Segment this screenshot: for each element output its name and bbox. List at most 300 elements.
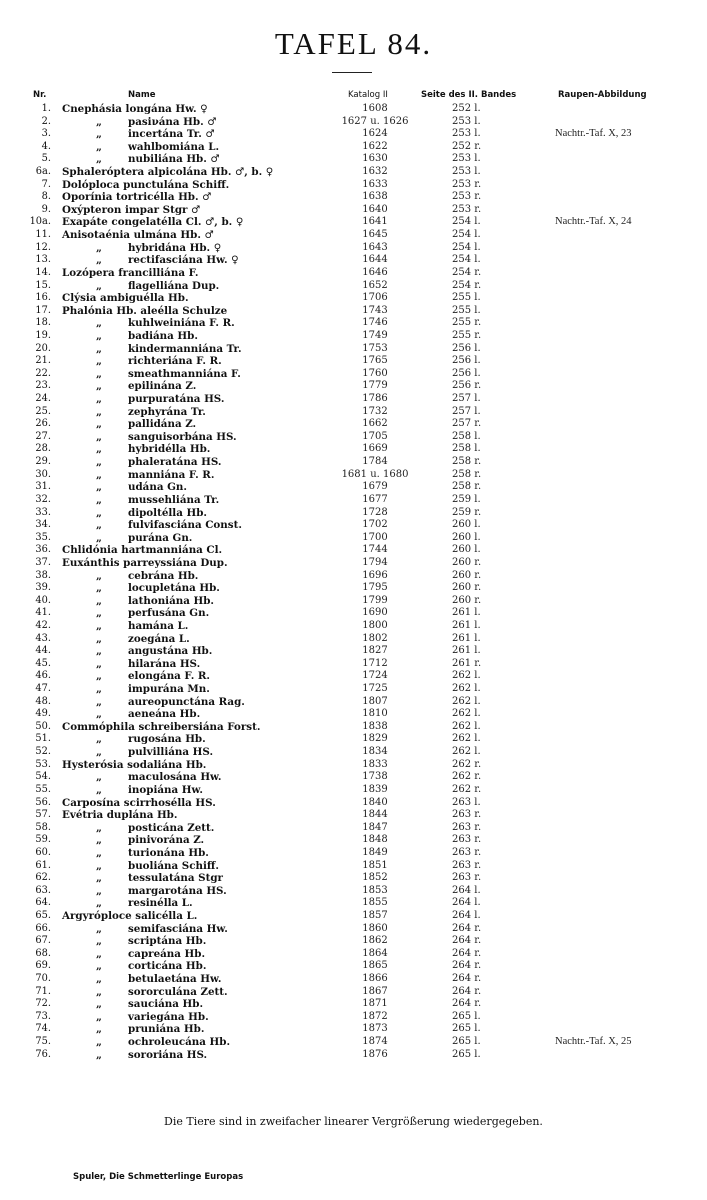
- row-number: 29.: [35, 456, 51, 468]
- table-row: [0, 948, 707, 961]
- katalog-number: 1753: [362, 342, 388, 354]
- species-name: hamána L.: [128, 619, 189, 632]
- page-reference: 258 r.: [452, 456, 482, 468]
- katalog-number: 1872: [362, 1010, 388, 1022]
- katalog-number: 1624: [362, 128, 388, 140]
- page-reference: 255 r.: [452, 317, 482, 329]
- page-reference: 260 l.: [452, 519, 481, 531]
- page-reference: 262 r.: [452, 771, 482, 783]
- row-number: 73.: [35, 1010, 51, 1022]
- ditto-mark: „: [96, 998, 102, 1011]
- page-reference: 262 l.: [452, 708, 481, 720]
- page-reference: 258 r.: [452, 481, 482, 493]
- katalog-number: 1643: [362, 241, 388, 253]
- species-name: Lozópera francilliána F.: [62, 266, 199, 279]
- page-reference: 264 r.: [452, 985, 482, 997]
- species-name: resinélla L.: [128, 897, 193, 910]
- ditto-mark: „: [96, 506, 102, 519]
- ditto-mark: „: [96, 393, 102, 406]
- katalog-number: 1864: [362, 947, 388, 959]
- row-number: 63.: [35, 884, 51, 896]
- species-name: kindermanniána Tr.: [128, 342, 242, 355]
- footer-note: Die Tiere sind in zweifacher linearer Vergrößerung wiedergegeben.: [164, 1115, 543, 1128]
- table-row: [0, 393, 707, 406]
- species-name: hybridélla Hb.: [128, 443, 211, 456]
- ditto-mark: „: [96, 645, 102, 658]
- table-row: [0, 519, 707, 532]
- page-reference: 260 l.: [452, 531, 481, 543]
- table-row: [0, 582, 707, 595]
- page-reference: 264 l.: [452, 897, 481, 909]
- row-number: 16.: [35, 292, 51, 304]
- table-row: [0, 141, 707, 154]
- page-reference: 265 l.: [452, 1048, 481, 1060]
- page-reference: 263 r.: [452, 859, 482, 871]
- row-number: 46.: [35, 670, 51, 682]
- table-row: [0, 1011, 707, 1024]
- ditto-mark: „: [96, 947, 102, 960]
- page-reference: 256 l.: [452, 355, 481, 367]
- species-name: dipoltélla Hb.: [128, 506, 207, 519]
- table-row: [0, 658, 707, 671]
- katalog-number: 1677: [362, 493, 388, 505]
- table-row: [0, 809, 707, 822]
- row-number: 33.: [35, 506, 51, 518]
- page-reference: 265 l.: [452, 1036, 481, 1048]
- row-number: 53.: [35, 758, 51, 770]
- page-reference: 260 r.: [452, 556, 482, 568]
- katalog-number: 1633: [362, 178, 388, 190]
- row-number: 14.: [35, 266, 51, 278]
- species-name: zoegána L.: [128, 632, 190, 645]
- species-name: angustána Hb.: [128, 645, 213, 658]
- ditto-mark: „: [96, 430, 102, 443]
- species-name: betulaetána Hw.: [128, 973, 222, 986]
- page-reference: 261 l.: [452, 619, 481, 631]
- species-name: ochroleucána Hb.: [128, 1036, 231, 1049]
- species-name: buoliána Schiff.: [128, 859, 219, 872]
- table-row: [0, 986, 707, 999]
- header-raupen: Raupen-Abbildung: [558, 90, 647, 100]
- katalog-number: 1799: [362, 594, 388, 606]
- katalog-number: 1630: [362, 153, 388, 165]
- species-name: Hysterósia sodaliána Hb.: [62, 758, 207, 771]
- page-reference: 260 r.: [452, 569, 482, 581]
- ditto-mark: „: [96, 897, 102, 910]
- katalog-number: 1827: [362, 645, 388, 657]
- row-number: 65.: [35, 910, 51, 921]
- katalog-number: 1833: [362, 758, 388, 770]
- katalog-number: 1794: [362, 556, 388, 568]
- katalog-number: 1746: [362, 317, 388, 329]
- row-number: 70.: [35, 973, 51, 985]
- ditto-mark: „: [96, 821, 102, 834]
- species-name: incertána Tr. ♂: [128, 128, 215, 141]
- species-name: phaleratána HS.: [128, 456, 222, 469]
- row-number: 2.: [41, 115, 51, 127]
- page-reference: 254 l.: [452, 229, 481, 241]
- ditto-mark: „: [96, 670, 102, 683]
- katalog-number: 1865: [362, 960, 388, 972]
- table-row: [0, 406, 707, 419]
- katalog-number: 1765: [362, 355, 388, 367]
- row-number: 20.: [35, 342, 51, 354]
- katalog-number: 1743: [362, 304, 388, 316]
- table-row: [0, 733, 707, 746]
- katalog-number: 1681 u. 1680: [341, 468, 409, 480]
- species-name: epilinána Z.: [128, 380, 197, 393]
- ditto-mark: „: [96, 418, 102, 431]
- table-row: [0, 116, 707, 129]
- title-divider: [332, 72, 372, 73]
- katalog-number: 1696: [362, 569, 388, 581]
- row-number: 36.: [35, 544, 51, 556]
- row-number: 13.: [35, 254, 51, 266]
- raupen-reference: Nachtr.-Taf. X, 23: [555, 128, 632, 140]
- row-number: 64.: [35, 897, 51, 909]
- table-row: [0, 532, 707, 545]
- row-number: 39.: [35, 582, 51, 594]
- page-reference: 262 l.: [452, 746, 481, 758]
- row-number: 45.: [35, 657, 51, 669]
- row-number: 11.: [35, 229, 51, 241]
- species-name: nubiliána Hb. ♂: [128, 153, 220, 166]
- species-name: aureopunctána Rag.: [128, 695, 245, 708]
- species-name: Phalónia Hb. aleélla Schulze: [62, 304, 228, 317]
- katalog-number: 1641: [362, 216, 388, 228]
- row-number: 34.: [35, 519, 51, 531]
- katalog-number: 1638: [362, 191, 388, 203]
- ditto-mark: „: [96, 279, 102, 292]
- ditto-mark: „: [96, 153, 102, 166]
- row-number: 32.: [35, 493, 51, 505]
- katalog-number: 1760: [362, 367, 388, 379]
- species-name: Oxýpteron impar Stgr ♂: [62, 203, 201, 216]
- table-row: [0, 431, 707, 444]
- table-row: [0, 494, 707, 507]
- table-row: [0, 254, 707, 267]
- katalog-number: 1608: [362, 103, 388, 114]
- table-row: [0, 280, 707, 293]
- species-name: tessulatána Stgr: [128, 872, 223, 885]
- species-name: zephyrána Tr.: [128, 405, 206, 418]
- ditto-mark: „: [96, 115, 102, 128]
- species-name: Carposína scirrhosélla HS.: [62, 796, 216, 809]
- page-reference: 254 l.: [452, 216, 481, 228]
- species-name: capreána Hb.: [128, 947, 206, 960]
- row-number: 24.: [35, 393, 51, 405]
- species-name: variegána Hb.: [128, 1010, 209, 1023]
- table-row: [0, 456, 707, 469]
- species-name: impurána Mn.: [128, 683, 210, 696]
- katalog-number: 1738: [362, 771, 388, 783]
- ditto-mark: „: [96, 531, 102, 544]
- row-number: 7.: [41, 178, 51, 190]
- table-row: [0, 481, 707, 494]
- page-reference: 264 l.: [452, 884, 481, 896]
- ditto-mark: „: [96, 456, 102, 469]
- page-reference: 256 l.: [452, 367, 481, 379]
- katalog-number: 1622: [362, 140, 388, 152]
- row-number: 25.: [35, 405, 51, 417]
- katalog-number: 1839: [362, 783, 388, 795]
- table-row: [0, 847, 707, 860]
- ditto-mark: „: [96, 771, 102, 784]
- ditto-mark: „: [96, 1023, 102, 1036]
- row-number: 8.: [41, 191, 51, 203]
- page-reference: 262 r.: [452, 783, 482, 795]
- ditto-mark: „: [96, 834, 102, 847]
- page-reference: 265 l.: [452, 1010, 481, 1022]
- row-number: 12.: [35, 241, 51, 253]
- species-name: margarotána HS.: [128, 884, 227, 897]
- species-name: badiána Hb.: [128, 329, 198, 342]
- katalog-number: 1874: [362, 1036, 388, 1048]
- page-reference: 259 l.: [452, 493, 481, 505]
- table-row: [0, 557, 707, 570]
- species-name: pulvilliána HS.: [128, 746, 214, 759]
- row-number: 67.: [35, 935, 51, 947]
- page-reference: 253 r.: [452, 178, 482, 190]
- ditto-mark: „: [96, 733, 102, 746]
- page-reference: 257 r.: [452, 418, 482, 430]
- ditto-mark: „: [96, 569, 102, 582]
- katalog-number: 1867: [362, 985, 388, 997]
- ditto-mark: „: [96, 695, 102, 708]
- ditto-mark: „: [96, 342, 102, 355]
- table-row: [0, 607, 707, 620]
- katalog-number: 1749: [362, 329, 388, 341]
- species-name: sororiána HS.: [128, 1048, 208, 1061]
- table-row: [0, 355, 707, 368]
- table-row: [0, 191, 707, 204]
- table-row: [0, 507, 707, 520]
- katalog-number: 1725: [362, 683, 388, 695]
- table-row: [0, 330, 707, 343]
- table-row: [0, 872, 707, 885]
- page-reference: 263 r.: [452, 872, 482, 884]
- table-row: [0, 834, 707, 847]
- katalog-number: 1795: [362, 582, 388, 594]
- table-row: [0, 595, 707, 608]
- row-number: 71.: [35, 985, 51, 997]
- header-nr: Nr.: [33, 90, 47, 100]
- page-reference: 253 l.: [452, 166, 481, 178]
- page-reference: 254 r.: [452, 266, 482, 278]
- ditto-mark: „: [96, 241, 102, 254]
- page-reference: 254 r.: [452, 279, 482, 291]
- row-number: 15.: [35, 279, 51, 291]
- ditto-mark: „: [96, 519, 102, 532]
- page-reference: 264 r.: [452, 947, 482, 959]
- table-row: [0, 759, 707, 772]
- species-name: wahlbomiána L.: [128, 140, 220, 153]
- page-reference: 261 l.: [452, 645, 481, 657]
- page-reference: 253 l.: [452, 115, 481, 127]
- katalog-number: 1838: [362, 720, 388, 732]
- table-row: [0, 860, 707, 873]
- page-reference: 262 l.: [452, 670, 481, 682]
- species-name: kuhlweiniána F. R.: [128, 317, 235, 330]
- species-name: udána Gn.: [128, 481, 187, 494]
- katalog-number: 1640: [362, 203, 388, 215]
- ditto-mark: „: [96, 922, 102, 935]
- ditto-mark: „: [96, 317, 102, 330]
- row-number: 27.: [35, 430, 51, 442]
- katalog-number: 1840: [362, 796, 388, 808]
- species-name: hybridána Hb. ♀: [128, 241, 222, 254]
- table-row: [0, 229, 707, 242]
- species-name: Cnephásia longána Hw. ♀: [62, 103, 208, 115]
- page-reference: 255 l.: [452, 292, 481, 304]
- row-number: 62.: [35, 872, 51, 884]
- table-row: [0, 784, 707, 797]
- row-number: 9.: [41, 203, 51, 215]
- species-name: pasiνána Hb. ♂: [128, 115, 217, 128]
- table-row: [0, 128, 707, 141]
- table-row: [0, 960, 707, 973]
- katalog-number: 1849: [362, 846, 388, 858]
- ditto-mark: „: [96, 846, 102, 859]
- row-number: 40.: [35, 594, 51, 606]
- ditto-mark: „: [96, 405, 102, 418]
- page-reference: 263 r.: [452, 809, 482, 821]
- page-reference: 260 l.: [452, 544, 481, 556]
- row-number: 3.: [41, 128, 51, 140]
- row-number: 72.: [35, 998, 51, 1010]
- table-row: [0, 242, 707, 255]
- species-name: Dolóploca punctulána Schiff.: [62, 178, 230, 191]
- species-name: hilarána HS.: [128, 657, 201, 670]
- page-reference: 262 l.: [452, 733, 481, 745]
- row-number: 43.: [35, 632, 51, 644]
- page-reference: 261 r.: [452, 657, 482, 669]
- species-name: Chlidónia hartmanniána Cl.: [62, 544, 223, 557]
- row-number: 58.: [35, 821, 51, 833]
- row-number: 30.: [35, 468, 51, 480]
- row-number: 52.: [35, 746, 51, 758]
- table-row: [0, 935, 707, 948]
- ditto-mark: „: [96, 128, 102, 141]
- katalog-number: 1645: [362, 229, 388, 241]
- page-reference: 253 r.: [452, 191, 482, 203]
- katalog-number: 1732: [362, 405, 388, 417]
- table-row: [0, 797, 707, 810]
- katalog-number: 1829: [362, 733, 388, 745]
- ditto-mark: „: [96, 708, 102, 721]
- species-name: richteriána F. R.: [128, 355, 222, 368]
- table-row: [0, 418, 707, 431]
- table-row: [0, 822, 707, 835]
- katalog-number: 1786: [362, 393, 388, 405]
- page-reference: 257 l.: [452, 393, 481, 405]
- page-reference: 262 l.: [452, 720, 481, 732]
- species-name: purána Gn.: [128, 531, 193, 544]
- table-row: [0, 103, 707, 116]
- ditto-mark: „: [96, 872, 102, 885]
- page-reference: 260 r.: [452, 582, 482, 594]
- species-name: elongána F. R.: [128, 670, 211, 683]
- page-reference: 254 l.: [452, 254, 481, 266]
- page-reference: 255 r.: [452, 329, 482, 341]
- page-reference: 264 r.: [452, 973, 482, 985]
- table-row: [0, 166, 707, 179]
- ditto-mark: „: [96, 254, 102, 267]
- species-name: inopiána Hw.: [128, 783, 203, 796]
- page-reference: 253 r.: [452, 203, 482, 215]
- page-reference: 263 r.: [452, 821, 482, 833]
- ditto-mark: „: [96, 355, 102, 368]
- species-name: turionána Hb.: [128, 846, 209, 859]
- page-reference: 263 r.: [452, 846, 482, 858]
- katalog-number: 1700: [362, 531, 388, 543]
- species-name: perfusána Gn.: [128, 607, 210, 620]
- table-row: [0, 343, 707, 356]
- species-name: corticána Hb.: [128, 960, 207, 973]
- katalog-number: 1853: [362, 884, 388, 896]
- katalog-number: 1851: [362, 859, 388, 871]
- ditto-mark: „: [96, 380, 102, 393]
- page-reference: 262 l.: [452, 683, 481, 695]
- row-number: 69.: [35, 960, 51, 972]
- species-name: Argyróploce salicélla L.: [62, 910, 198, 922]
- table-row: [0, 696, 707, 709]
- row-number: 49.: [35, 708, 51, 720]
- page-reference: 256 l.: [452, 342, 481, 354]
- ditto-mark: „: [96, 481, 102, 494]
- ditto-mark: „: [96, 783, 102, 796]
- page-reference: 260 r.: [452, 594, 482, 606]
- katalog-number: 1627 u. 1626: [341, 115, 409, 127]
- table-row: [0, 179, 707, 192]
- katalog-number: 1844: [362, 809, 388, 821]
- row-number: 74.: [35, 1023, 51, 1035]
- katalog-number: 1866: [362, 973, 388, 985]
- katalog-number: 1705: [362, 430, 388, 442]
- row-number: 50.: [35, 720, 51, 732]
- row-number: 21.: [35, 355, 51, 367]
- table-row: [0, 1023, 707, 1036]
- row-number: 59.: [35, 834, 51, 846]
- page-reference: 264 r.: [452, 935, 482, 947]
- species-name: scriptána Hb.: [128, 935, 207, 948]
- katalog-number: 1706: [362, 292, 388, 304]
- katalog-number: 1779: [362, 380, 388, 392]
- row-number: 44.: [35, 645, 51, 657]
- species-name: manniána F. R.: [128, 468, 215, 481]
- species-name: sanguisorbána HS.: [128, 430, 237, 443]
- ditto-mark: „: [96, 1010, 102, 1023]
- table-row: [0, 1036, 707, 1049]
- katalog-number: 1847: [362, 821, 388, 833]
- katalog-number: 1857: [362, 910, 388, 921]
- katalog-number: 1871: [362, 998, 388, 1010]
- species-name: pruniána Hb.: [128, 1023, 205, 1036]
- table-row: [0, 923, 707, 936]
- table-row: [0, 771, 707, 784]
- row-number: 75.: [35, 1036, 51, 1048]
- katalog-number: 1632: [362, 166, 388, 178]
- species-name: sororculána Zett.: [128, 985, 228, 998]
- species-table: [0, 103, 707, 1061]
- species-name: rugosána Hb.: [128, 733, 206, 746]
- ditto-mark: „: [96, 607, 102, 620]
- ditto-mark: „: [96, 657, 102, 670]
- katalog-number: 1807: [362, 695, 388, 707]
- katalog-number: 1669: [362, 443, 388, 455]
- species-name: rectifasciána Hw. ♀: [128, 254, 239, 267]
- header-katalog: Katalog II: [348, 90, 388, 100]
